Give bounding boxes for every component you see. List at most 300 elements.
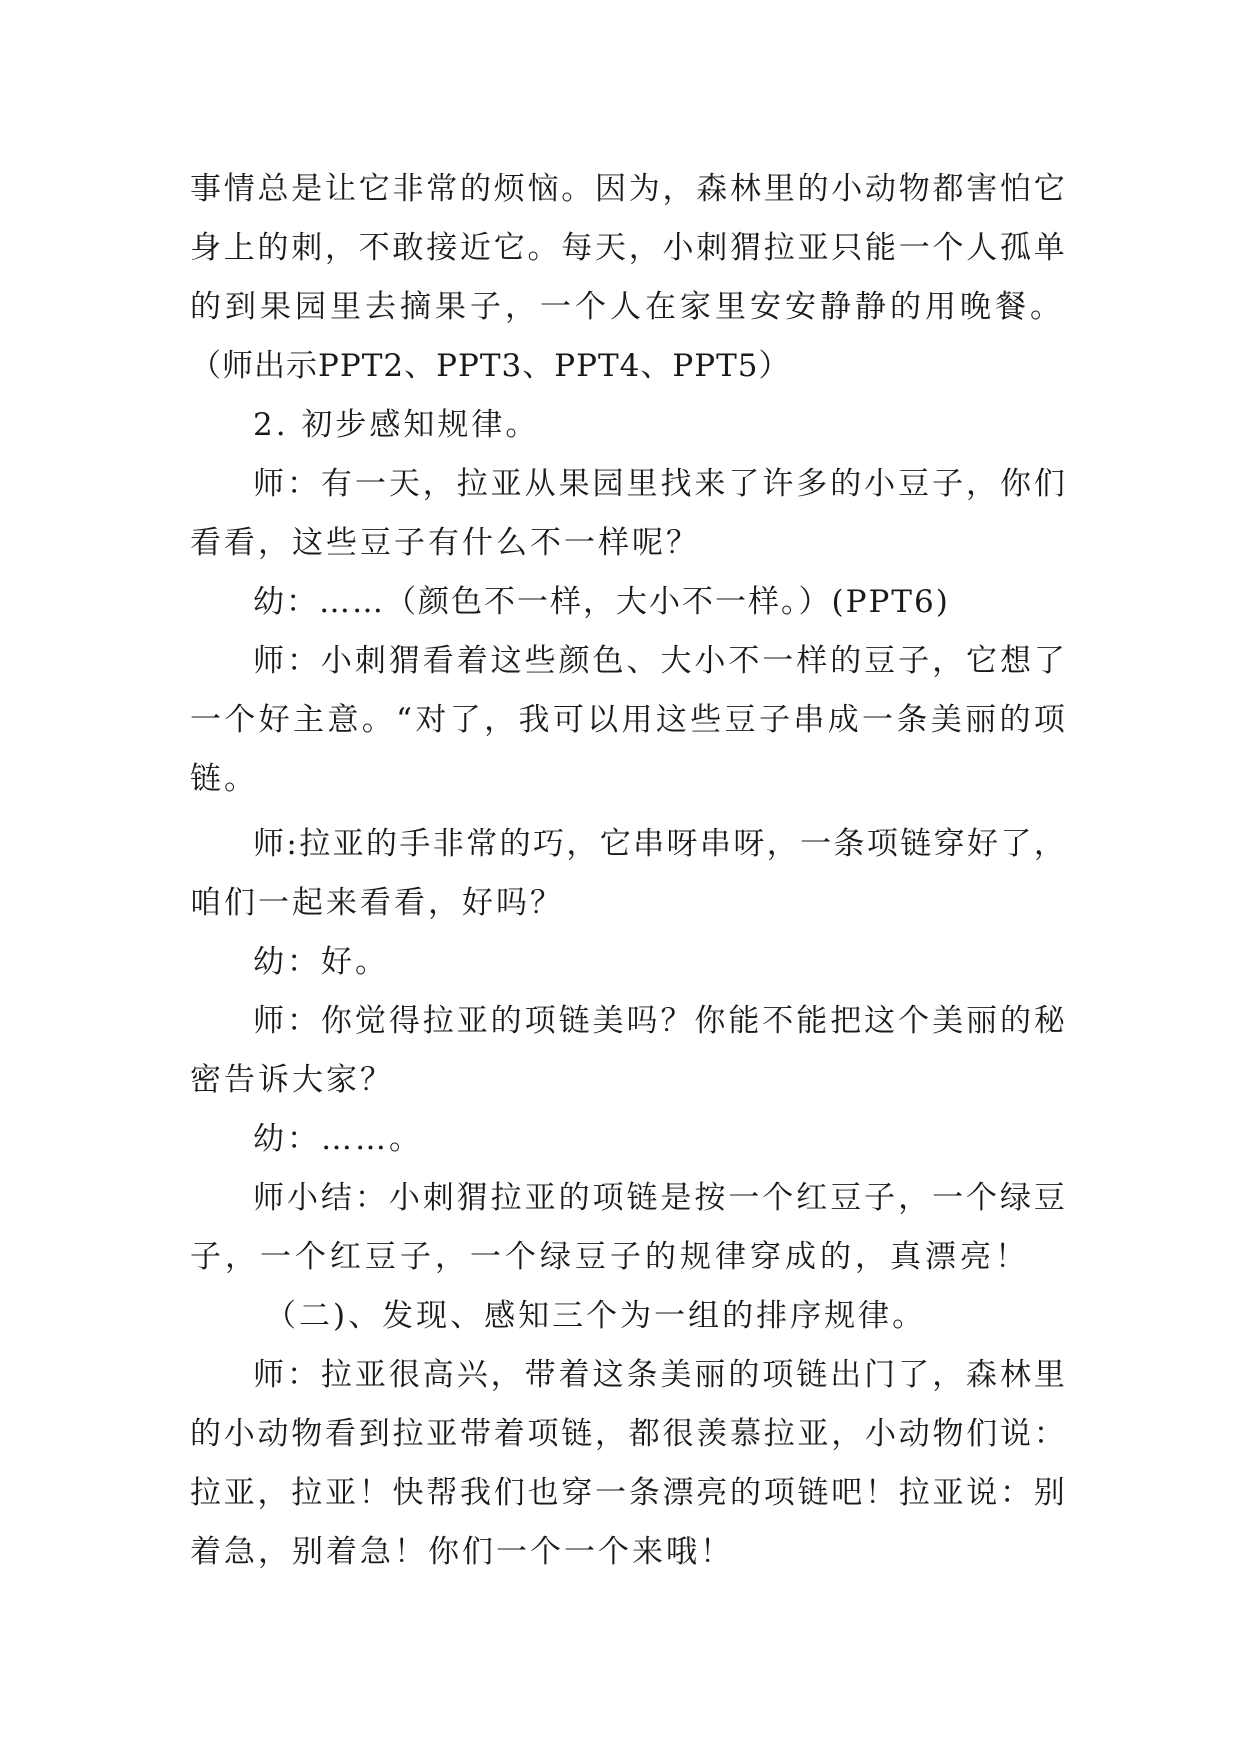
paragraph-line: （师出示PPT2、PPT3、PPT4、PPT5） [190, 348, 791, 384]
paragraph-line: 看看，这些豆子有什么不一样呢？ [190, 525, 700, 561]
char: 亚 [490, 466, 522, 502]
char: 的 [366, 826, 398, 862]
char: 敢 [392, 230, 424, 266]
char: 兴 [456, 1357, 488, 1393]
char: 帮 [426, 1475, 458, 1511]
char: 带 [460, 1416, 491, 1452]
char: 子 [932, 466, 964, 502]
char: 的 [257, 230, 289, 266]
char: ， [1033, 826, 1065, 862]
char: 小 [388, 1180, 420, 1216]
char: 天 [388, 466, 420, 502]
char: 好 [258, 702, 290, 738]
paragraph-line: 幼：好。 [253, 944, 389, 980]
paragraph-line: 着急，别着急！你们一个一个来哦！ [190, 1534, 734, 1570]
char: 让 [325, 171, 356, 207]
char: 孤 [1000, 230, 1031, 266]
char: 不 [762, 1003, 794, 1039]
char: 豆 [898, 466, 930, 502]
char: 些 [524, 643, 556, 679]
char: 物 [291, 1416, 323, 1452]
paragraph-line [190, 160, 1065, 219]
char: 。 [361, 702, 393, 738]
char: 小 [865, 1416, 896, 1452]
char: 着 [456, 643, 488, 679]
char: 亚 [797, 1416, 829, 1452]
char: 看 [422, 643, 454, 679]
char: 师 [253, 643, 284, 679]
char: 亚 [932, 1475, 964, 1511]
paragraph-line [190, 455, 1065, 514]
paragraph-line: 咱们一起来看看，好吗？ [190, 885, 564, 921]
char: 丽 [965, 702, 997, 738]
char: 了 [449, 702, 481, 738]
char: 因 [595, 171, 626, 207]
char: 能 [865, 230, 896, 266]
paragraph-line [190, 1405, 1065, 1464]
char: 亚 [524, 1180, 556, 1216]
char: 串 [633, 826, 665, 862]
paragraph-line [190, 219, 1065, 278]
char: 链 [796, 1357, 828, 1393]
char: 链 [797, 1475, 829, 1511]
paragraph-line [190, 691, 1065, 750]
char: 项 [763, 1475, 795, 1511]
char: 的 [490, 1003, 522, 1039]
char: 看 [325, 1416, 356, 1452]
char: 里 [763, 171, 795, 207]
char: 的 [830, 466, 862, 502]
char: ： [286, 1357, 318, 1393]
char: 很 [388, 1357, 420, 1393]
paragraph-line: 的到果园里去摘果子，一个人在家里安安静静的用晚餐。 [190, 289, 1065, 325]
char: ， [595, 1416, 626, 1452]
char: 拉 [422, 1003, 454, 1039]
char: 师 [253, 466, 284, 502]
char: ： [354, 1180, 386, 1216]
char: 链 [900, 826, 932, 862]
char: 它 [358, 171, 390, 207]
char: 穿 [933, 826, 965, 862]
char: 美 [660, 1357, 692, 1393]
char: 亚 [332, 826, 364, 862]
char: 手 [399, 826, 431, 862]
char: 们 [966, 1416, 998, 1452]
char: 了 [898, 1357, 930, 1393]
char: 着 [558, 1357, 590, 1393]
char: 它 [966, 643, 998, 679]
char: 拉 [490, 1180, 522, 1216]
char: 近 [460, 230, 491, 266]
char: 为 [628, 171, 660, 207]
char: 串 [699, 826, 731, 862]
char: : [286, 826, 297, 862]
char: 常 [426, 171, 458, 207]
char: 豆 [724, 702, 756, 738]
char: 身 [190, 230, 221, 266]
char: 亮 [696, 1475, 728, 1511]
char: 们 [1033, 466, 1065, 502]
document-body [190, 160, 1065, 1582]
char: 刺 [354, 643, 386, 679]
char: 亚 [354, 1357, 386, 1393]
char: 漂 [662, 1475, 694, 1511]
char: 项 [866, 826, 898, 862]
char: 这 [864, 1003, 896, 1039]
char: 的 [190, 1416, 221, 1452]
char: ： [286, 643, 318, 679]
char: 意 [327, 702, 359, 738]
char: 小 [286, 1180, 318, 1216]
char: 慕 [730, 1416, 761, 1452]
char: 好 [967, 826, 999, 862]
char: 觉 [354, 1003, 386, 1039]
char: 师 [253, 1180, 284, 1216]
paragraph-line [190, 992, 1065, 1051]
char: 恼 [527, 171, 559, 207]
char: 的 [558, 1180, 590, 1216]
char: 拉 [898, 1475, 930, 1511]
char: 一 [595, 1475, 626, 1511]
char: 项 [524, 1003, 556, 1039]
char: ， [966, 466, 998, 502]
paragraph-line [190, 632, 1065, 691]
char: 不 [728, 643, 760, 679]
char: 是 [291, 171, 323, 207]
char: 的 [830, 643, 862, 679]
char: 羡 [696, 1416, 728, 1452]
paragraph-line [190, 1464, 1065, 1523]
char: 这 [490, 643, 522, 679]
char: 害 [966, 171, 998, 207]
paragraph-line: 幼：……（颜色不一样，大小不一样。）(PPT6) [253, 584, 950, 620]
char: 、 [626, 643, 658, 679]
char: 的 [460, 171, 491, 207]
char: 丽 [966, 1003, 998, 1039]
char: 美 [930, 702, 962, 738]
char: 项 [527, 1416, 559, 1452]
char: 是 [660, 1180, 692, 1216]
char: 拉 [763, 230, 795, 266]
char: 吗 [626, 1003, 658, 1039]
char: 小 [831, 171, 863, 207]
char: 常 [466, 826, 498, 862]
char: 森 [966, 1357, 998, 1393]
char: 拉 [299, 826, 331, 862]
char: 物 [932, 1416, 964, 1452]
char: 的 [797, 171, 829, 207]
paragraph-line: 链。 [190, 761, 258, 797]
char: 一 [862, 702, 894, 738]
char: 找 [660, 466, 692, 502]
char: 美 [592, 1003, 624, 1039]
char: 样 [796, 643, 828, 679]
char: 有 [320, 466, 352, 502]
char: 的 [728, 1357, 760, 1393]
char: 亚 [325, 1475, 356, 1511]
char: 结 [320, 1180, 352, 1216]
char: 小 [320, 643, 352, 679]
char: 拉 [456, 466, 488, 502]
char: 按 [694, 1180, 726, 1216]
char: 可 [552, 702, 584, 738]
char: 把 [830, 1003, 862, 1039]
char: ！ [865, 1475, 896, 1511]
char: 上 [223, 230, 255, 266]
char: 小 [864, 466, 896, 502]
char: 丽 [694, 1357, 726, 1393]
char: 你 [320, 1003, 352, 1039]
char: 成 [827, 702, 859, 738]
char: 能 [796, 1003, 828, 1039]
char: 高 [422, 1357, 454, 1393]
paragraph-line: 2. 初步感知规律。 [253, 407, 540, 443]
char: 都 [628, 1416, 660, 1452]
char: 豆 [1033, 1180, 1065, 1216]
char: 说 [966, 1475, 998, 1511]
paragraph-line: 子，一个红豆子，一个绿豆子的规律穿成的，真漂亮！ [190, 1239, 1030, 1275]
char: 一 [932, 1180, 964, 1216]
char: 了 [728, 466, 760, 502]
char: 条 [626, 1357, 658, 1393]
char: 事 [190, 171, 221, 207]
char: 每 [561, 230, 593, 266]
char: ， [932, 643, 964, 679]
char: 能 [728, 1003, 760, 1039]
char: 也 [527, 1475, 559, 1511]
paragraph-line [190, 1169, 1065, 1228]
char: 出 [830, 1357, 862, 1393]
char: 动 [257, 1416, 289, 1452]
char: 我 [518, 702, 550, 738]
char: ， [566, 826, 598, 862]
char: ？ [660, 1003, 692, 1039]
char: 个 [932, 230, 964, 266]
char: 从 [524, 466, 556, 502]
char: 吧 [831, 1475, 863, 1511]
char: 不 [358, 230, 390, 266]
char: 拉 [190, 1475, 221, 1511]
char: 。 [527, 230, 559, 266]
char: 以 [587, 702, 619, 738]
char: 了 [1033, 643, 1065, 679]
char: 一 [800, 826, 832, 862]
char: ： [1033, 1416, 1065, 1452]
char: 子 [758, 702, 790, 738]
char: 条 [628, 1475, 660, 1511]
char: 动 [865, 171, 896, 207]
char: 拉 [392, 1416, 424, 1452]
char: 园 [592, 466, 624, 502]
char: 穿 [561, 1475, 593, 1511]
char: 林 [999, 1357, 1031, 1393]
char: 带 [524, 1357, 556, 1393]
char: 项 [762, 1357, 794, 1393]
char: 这 [592, 1357, 624, 1393]
char: 色 [592, 643, 624, 679]
char: 个 [762, 1180, 794, 1216]
char: 巧 [532, 826, 564, 862]
char: 来 [694, 466, 726, 502]
char: ， [932, 1357, 964, 1393]
paragraph-line [190, 1346, 1065, 1405]
char: 子 [898, 643, 930, 679]
char: 用 [621, 702, 653, 738]
char: 们 [493, 1475, 525, 1511]
paragraph-line: 密告诉大家？ [190, 1062, 394, 1098]
char: 的 [999, 702, 1031, 738]
char: 亚 [797, 230, 829, 266]
char: 拉 [763, 1416, 795, 1452]
char: 这 [655, 702, 687, 738]
char: 秘 [1033, 1003, 1065, 1039]
char: 你 [694, 1003, 726, 1039]
char: 小 [662, 230, 694, 266]
char: 拉 [291, 1475, 323, 1511]
char: 别 [1033, 1475, 1065, 1511]
char: 我 [460, 1475, 491, 1511]
char: 小 [694, 643, 726, 679]
char: 了 [1000, 826, 1032, 862]
char: 链 [561, 1416, 593, 1452]
char: 一 [728, 1180, 760, 1216]
char: 想 [999, 643, 1031, 679]
char: 亚 [223, 1475, 255, 1511]
char: ， [766, 826, 798, 862]
char: 总 [257, 171, 289, 207]
char: 猬 [388, 643, 420, 679]
char: 串 [793, 702, 825, 738]
char: 些 [690, 702, 722, 738]
char: ， [484, 702, 516, 738]
char: 非 [392, 171, 424, 207]
char: 刺 [696, 230, 728, 266]
char: 主 [293, 702, 325, 738]
char: ！ [358, 1475, 390, 1511]
char: ： [286, 1003, 318, 1039]
char: 果 [558, 466, 590, 502]
char: 项 [1033, 702, 1065, 738]
char: 条 [833, 826, 865, 862]
char: 天 [595, 230, 626, 266]
char: 美 [932, 1003, 964, 1039]
char: 门 [864, 1357, 896, 1393]
char: 个 [966, 1180, 998, 1216]
char: 亚 [426, 1416, 458, 1452]
char: 。 [561, 171, 593, 207]
char: “ [396, 702, 413, 738]
char: 说 [1000, 1416, 1031, 1452]
char: 猬 [730, 230, 761, 266]
char: 拉 [320, 1357, 352, 1393]
char: 非 [432, 826, 464, 862]
char: 一 [354, 466, 386, 502]
char: 多 [796, 466, 828, 502]
char: 快 [392, 1475, 424, 1511]
char: 林 [730, 171, 761, 207]
char: 它 [599, 826, 631, 862]
char: 个 [898, 1003, 930, 1039]
char: 一 [190, 702, 221, 738]
char: 猬 [456, 1180, 488, 1216]
char: 里 [1033, 1357, 1065, 1393]
char: 对 [415, 702, 447, 738]
char: 条 [896, 702, 928, 738]
char: 许 [762, 466, 794, 502]
char: 物 [898, 171, 930, 207]
char: 小 [223, 1416, 255, 1452]
char: 的 [499, 826, 531, 862]
char: 子 [864, 1180, 896, 1216]
char: 的 [730, 1475, 761, 1511]
char: 一 [898, 230, 930, 266]
char: 豆 [830, 1180, 862, 1216]
char: 怕 [1000, 171, 1031, 207]
char: 豆 [864, 643, 896, 679]
char: 你 [999, 466, 1031, 502]
char: 个 [224, 702, 256, 738]
char: 的 [999, 1003, 1031, 1039]
char: ， [422, 466, 454, 502]
char: 绿 [999, 1180, 1031, 1216]
char: 着 [493, 1416, 525, 1452]
char: 师 [253, 826, 284, 862]
char: 里 [626, 466, 658, 502]
char: 链 [558, 1003, 590, 1039]
char: 颜 [558, 643, 590, 679]
char: 很 [662, 1416, 694, 1452]
char: 动 [898, 1416, 930, 1452]
char: 到 [358, 1416, 390, 1452]
char: 链 [626, 1180, 658, 1216]
char: 它 [1033, 171, 1065, 207]
char: 只 [831, 230, 863, 266]
char: 人 [966, 230, 998, 266]
char: 森 [696, 171, 728, 207]
char: 呀 [666, 826, 698, 862]
char: ， [628, 230, 660, 266]
char: 刺 [422, 1180, 454, 1216]
section-heading: （二)、发现、感知三个为一组的排序规律。 [265, 1298, 927, 1334]
char: 情 [223, 171, 255, 207]
char: 师 [253, 1003, 284, 1039]
char: 亚 [456, 1003, 488, 1039]
char: ， [662, 171, 694, 207]
char: 它 [493, 230, 525, 266]
char: ， [831, 1416, 863, 1452]
char: ， [898, 1180, 930, 1216]
char: 一 [762, 643, 794, 679]
char: ： [1000, 1475, 1031, 1511]
char: 单 [1033, 230, 1065, 266]
char: 都 [932, 171, 964, 207]
char: ， [257, 1475, 289, 1511]
paragraph-line: 幼：……。 [253, 1121, 423, 1157]
char: 大 [660, 643, 692, 679]
char: 师 [253, 1357, 284, 1393]
char: 烦 [493, 171, 525, 207]
char: ： [286, 466, 318, 502]
char: ， [325, 230, 356, 266]
char: 呀 [733, 826, 765, 862]
char: 刺 [291, 230, 323, 266]
char: ， [490, 1357, 522, 1393]
char: 红 [796, 1180, 828, 1216]
char: 得 [388, 1003, 420, 1039]
paragraph-line [190, 815, 1065, 874]
char: 接 [426, 230, 458, 266]
char: 项 [592, 1180, 624, 1216]
